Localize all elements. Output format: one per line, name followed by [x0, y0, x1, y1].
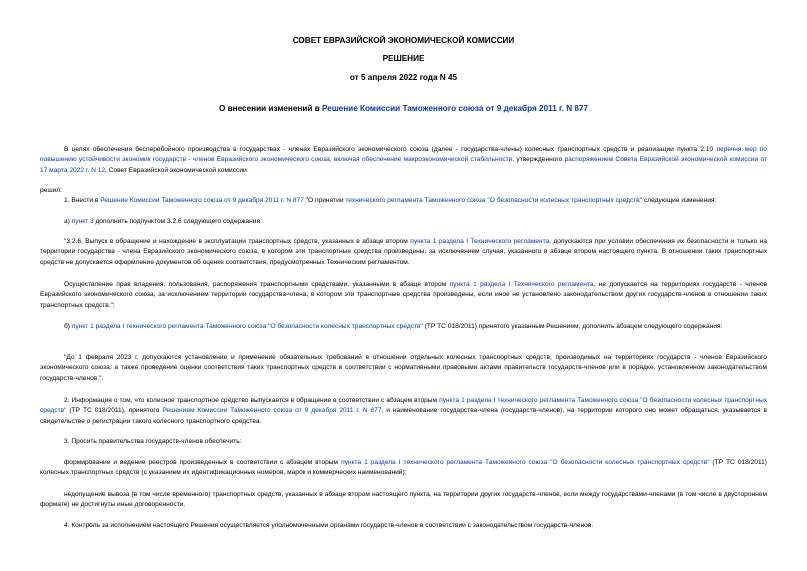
paragraph-rights: [40, 280, 767, 311]
paragraph-1: [40, 196, 767, 206]
text: 1. Внести в: [64, 197, 101, 204]
paragraph-3: 3. Просить правительства государств-членов обеспечить:: [64, 438, 242, 445]
text: следующие изменения:: [642, 197, 717, 204]
paragraph-feb-2023: "До 1 февраля 2023 г. допускаются установление и применение обязательных требований в отношении отдельных колесных транспортных средств, производимых на территориях государств - членов Евразийского экономического союза, а также проведение оценки соответствия таких транспортных средств в соответствии с нормативными правовыми актами правительств государств-членов или в порядке, установленном законодательством государств-членов.".: [40, 354, 767, 382]
text: , не допускается на территориях государств - членов Евразийского экономического союза, за исключением территории государства-члена, в котором эти транспортные средства произведены, если иное не установлено законодательством других государств-членов в отношении таких транспортных средств.";: [40, 281, 767, 309]
paragraph-decided: решил:: [40, 187, 62, 194]
text: формирование и ведение реестров произведенных в соответствии с абзацем вторым: [64, 459, 342, 466]
link-measures-list[interactable]: перечня мер по повышению устойчивости экономик государств - членов Евразийского экономического союза, включая обеспечение макроэкономической стабильности: [40, 146, 767, 164]
title-prefix: О внесении изменений в: [218, 104, 323, 113]
text: (ТР ТС 018/2011), принятого: [66, 407, 163, 415]
link-decision-877[interactable]: Решение Комиссии Таможенного союза от 9 декабря 2011 г. N 877: [100, 197, 304, 204]
paragraph-1a: [40, 217, 767, 227]
link-council-order[interactable]: распоряжением Совета Евразийской экономической комиссии от 17 марта 2022 г. N 12: [40, 156, 767, 174]
paragraph-registries: [40, 458, 767, 479]
text: а): [64, 218, 72, 225]
text: 2. Информация о том, что колесное транспортное средство выпускается в обращение в соответствии с абзацем вторым: [64, 397, 440, 404]
paragraph-326: [40, 237, 767, 268]
document-title: [0, 104, 807, 113]
link-section-1[interactable]: пункта 1 раздела I Технического регламента: [410, 238, 550, 245]
paragraph-1b: [40, 322, 767, 332]
text: , и наименование государства-члена (государств-членов), на территории которого оно может обращаться, указывается в свидетельстве о регистрации такого колесного транспортного средства.: [40, 407, 768, 425]
text: "О принятии: [303, 197, 346, 204]
link-tech-regulation-item1[interactable]: пункт 1 раздела I технического регламента Таможенного союза "О безопасности колесных транспортных средств": [71, 323, 423, 330]
text: "3.2.6. Выпуск в обращение и нахождение в эксплуатации транспортных средств, указанных в абзаце втором: [64, 238, 411, 245]
paragraph-2: [40, 396, 767, 427]
link-tech-regulation[interactable]: технического регламента Таможенного союза "О безопасности колесных транспортных средств": [345, 197, 643, 204]
text: , утвержденного: [512, 156, 565, 164]
link-tech-regulation-item1[interactable]: пункта 1 раздела I технического регламента Таможенного союза "О безопасности колесных транспортных средств": [40, 397, 767, 415]
text: Осуществление прав владения, пользования, распоряжения транспортными средствами, указанными в абзаце втором: [64, 281, 450, 288]
link-tech-regulation-item1[interactable]: пункта 1 раздела I технического регламента Таможенного союза "О безопасности колесных транспортных средств": [341, 459, 710, 466]
text: б): [64, 323, 72, 330]
text: , Совет Евразийской экономической комиссии: [105, 166, 247, 174]
council-heading: СОВЕТ ЕВРАЗИЙСКОЙ ЭКОНОМИЧЕСКОЙ КОМИССИИ: [292, 36, 515, 45]
text: , допускаются при условии обеспечения их безопасности и только на территории государства - члена Евразийского экономического союза, в котором эти транспортные средства произведены, за исключением случая, указанного в абзаце втором настоящего пункта. В отношении таких транспортных средств не допускается оформление документов об оценке соответствия, предусмотренных Техническим регламентом.: [40, 238, 768, 266]
paragraph-4: 4. Контроль за исполнением настоящего Решения осуществляется уполномоченными органами государств-членов в соответствии с законодательством государств-членов.: [64, 522, 594, 529]
link-section-1[interactable]: пункта 1 раздела I Технического регламента: [449, 281, 594, 288]
paragraph-preamble: [40, 145, 767, 176]
text: (ТР ТС 018/2011) принятого указанным Решением, дополнить абзацем следующего содержания:: [422, 323, 723, 330]
date-number-heading: от 5 апреля 2022 года N 45: [349, 73, 458, 82]
doc-type-heading: РЕШЕНИЕ: [382, 54, 425, 63]
link-decision-877[interactable]: Решением Комиссии Таможенного союза от 9 декабря 2011 г. N 877: [162, 407, 382, 415]
title-link[interactable]: Решение Комиссии Таможенного союза от 9 декабря 2011 г. N 877: [322, 104, 589, 113]
paragraph-export-ban: недопущение вывоза (в том числе временного) транспортных средств, указанных в абзаце втором настоящего пункта, на территории других государств-членов, если между государствами-членами (в том числе в двустороннем формате) не достигнуты иные договоренности.: [40, 491, 767, 509]
text: дополнить подпунктом 3.2.6 следующего содержания:: [93, 218, 262, 225]
link-item-3[interactable]: пункт 3: [71, 218, 94, 225]
text: В целях обеспечения бесперебойного производства в государствах - членах Евразийского экономического союза (далее - государства-члены) колесных транспортных средств и реализации пункта 2.10: [64, 146, 717, 153]
text: (ТР ТС 018/2011) колесных транспортных средств (с указанием их идентификационных номеров, марок и коммерческих наименований);: [40, 459, 768, 477]
